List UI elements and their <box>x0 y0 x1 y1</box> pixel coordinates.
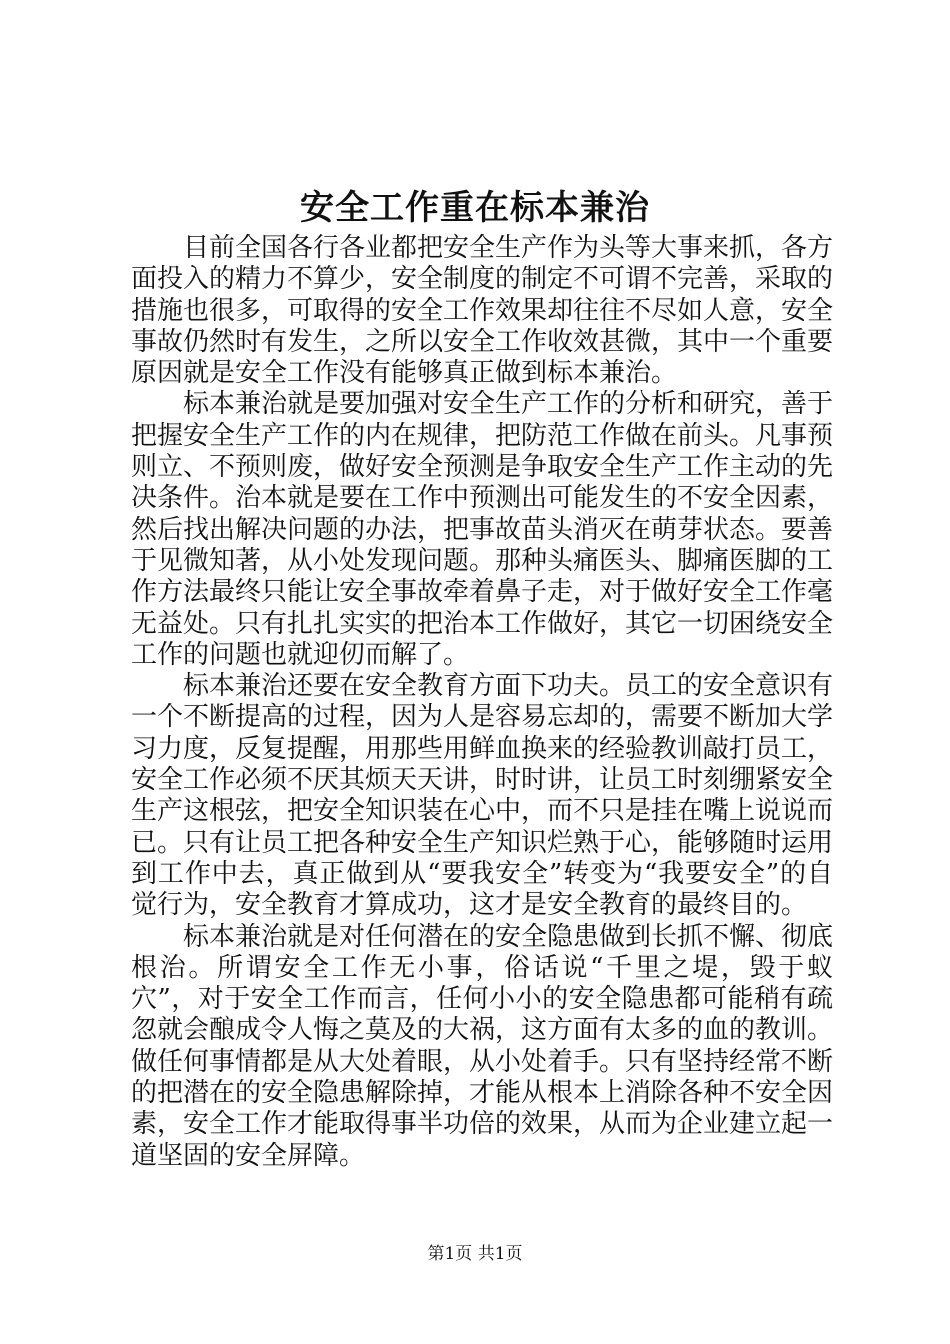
document-title: 安全工作重在标本兼治 <box>300 188 650 228</box>
body-paragraph: 标本兼治就是要加强对安全生产工作的分析和研究，善于把握安全生产工作的内在规律，把防范工作做在前头。凡事预则立、不预则废，做好安全预测是争取安全生产工作主动的先决条件。治本就是要在工作中预测出可能发生的不安全因素，然后找出解决问题的办法，把事故苗头消灭在萌芽状态。要善于见微知著，从小处发现问题。那种头痛医头、脚痛医脚的工作方法最终只能让安全事故牵着鼻子走，对于做好安全工作毫无益处。只有扎扎实实的把治本工作做好，其它一切困绕安全工作的问题也就迎仞而解了。 <box>131 389 834 670</box>
document-body <box>131 233 833 1172</box>
body-paragraph: 标本兼治就是对任何潜在的安全隐患做到长抓不懈、彻底根治。所谓安全工作无小事，俗话说“千里之堤，毁于蚁穴”，对于安全工作而言，任何小小的安全隐患都可能稍有疏忽就会酿成令人悔之莫及的大祸，这方面有太多的血的教训。做任何事情都是从大处着眼，从小处着手。只有坚持经常不断的把潜在的安全隐患解除掉，才能从根本上消除各种不安全因素，安全工作才能取得事半功倍的效果，从而为企业建立起一道坚固的安全屏障。 <box>131 921 834 1171</box>
body-paragraph: 标本兼治还要在安全教育方面下功夫。员工的安全意识有一个不断提高的过程，因为人是容易忘却的，需要不断加大学习力度，反复提醒，用那些用鲜血换来的经验教训敲打员工，安全工作必须不厌其烦天天讲，时时讲，让员工时刻绷紧安全生产这根弦，把安全知识装在心中，而不只是挂在嘴上说说而已。只有让员工把各种安全生产知识烂熟于心，能够随时运用到工作中去，真正做到从“要我安全”转变为“我要安全”的自觉行为，安全教育才算成功，这才是安全教育的最终目的。 <box>131 671 834 921</box>
page-number-footer: 第1页 共1页 <box>427 1244 523 1264</box>
body-paragraph: 目前全国各行各业都把安全生产作为头等大事来抓，各方面投入的精力不算少，安全制度的制定不可谓不完善，采取的措施也很多，可取得的安全工作效果却往往不尽如人意，安全事故仍然时有发生，之所以安全工作收效甚微，其中一个重要原因就是安全工作没有能够真正做到标本兼治。 <box>131 233 834 389</box>
